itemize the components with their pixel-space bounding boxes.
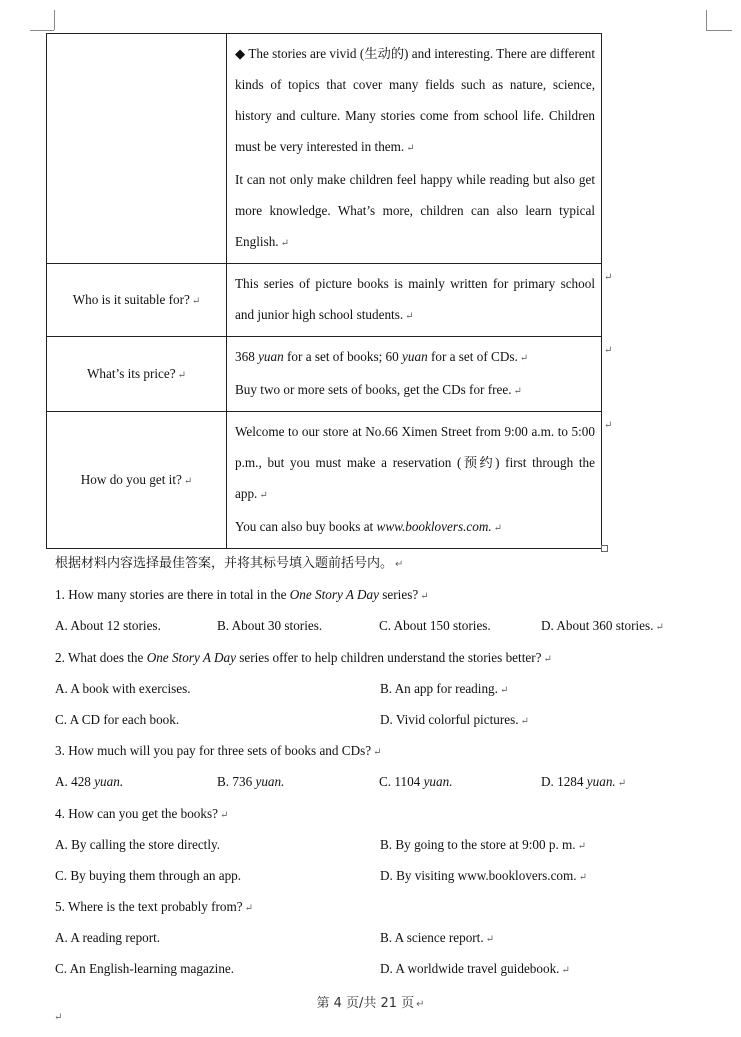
crop-mark-top-left bbox=[54, 10, 55, 30]
question-1: 1. How many stories are there in total in the One Story A Day series? ↵ bbox=[55, 587, 429, 603]
question-2: 2. What does the One Story A Day series offer to help children understand the stories better? ↵ bbox=[55, 649, 552, 665]
row-end-mark: ↵ bbox=[604, 272, 613, 283]
row4-question: How do you get it? ↵ bbox=[47, 412, 227, 549]
option-b: B. A science report. ↵ bbox=[380, 930, 495, 946]
option-d: D. Vivid colorful pictures. ↵ bbox=[380, 711, 529, 727]
option-a: A. About 12 stories. bbox=[55, 618, 161, 634]
option-a: A. A reading report. bbox=[55, 930, 161, 946]
row1-answer bbox=[227, 34, 602, 264]
crop-mark-top-left-h bbox=[30, 30, 54, 31]
question-2-options-cd bbox=[55, 704, 675, 735]
option-b: B. 736 yuan. bbox=[217, 774, 285, 790]
option-c: C. By buying them through an app. bbox=[55, 867, 242, 883]
option-a: A. A book with exercises. bbox=[55, 680, 191, 696]
question-4: 4. How can you get the books? ↵ bbox=[55, 805, 229, 821]
question-3-options bbox=[55, 766, 675, 797]
paragraph-mark: ↵ bbox=[54, 1012, 63, 1023]
info-table bbox=[46, 33, 602, 549]
option-d: D. By visiting www.booklovers.com. ↵ bbox=[380, 867, 587, 883]
row1-question bbox=[47, 34, 227, 264]
instructions: 根据材料内容选择最佳答案，并将其标号填入题前括号内。 ↵ bbox=[55, 556, 404, 571]
row-end-mark: ↵ bbox=[604, 345, 613, 356]
table-row bbox=[47, 337, 602, 412]
question-4-options-ab bbox=[55, 829, 675, 860]
option-d: D. A worldwide travel guidebook. ↵ bbox=[380, 961, 570, 977]
option-c: C. A CD for each book. bbox=[55, 711, 180, 727]
website-link: www.booklovers.com. bbox=[376, 519, 492, 534]
option-a: A. By calling the store directly. bbox=[55, 836, 221, 852]
row3-answer: 368 yuan for a set of books; 60 yuan for a set of CDs. ↵ Buy two or more sets of books, get the CDs for free. ↵ bbox=[227, 337, 602, 412]
question-1-options bbox=[55, 610, 675, 641]
question-2-options-ab bbox=[55, 673, 675, 704]
question-5: 5. Where is the text probably from? ↵ bbox=[55, 899, 254, 915]
option-c: C. 1104 yuan. bbox=[379, 774, 453, 790]
option-b: B. An app for reading. ↵ bbox=[380, 680, 509, 696]
row3-question: What’s its price? ↵ bbox=[47, 337, 227, 412]
row-end-mark: ↵ bbox=[604, 420, 613, 431]
row2-question: Who is it suitable for? ↵ bbox=[47, 264, 227, 337]
crop-mark-top-right-h bbox=[706, 30, 732, 31]
question-5-options-cd bbox=[55, 953, 675, 984]
row4-answer: Welcome to our store at No.66 Ximen Street from 9:00 a.m. to 5:00 p.m., but you must make a reservation (预约) first through the app. ↵ You can also buy books at www.booklovers.com. ↵ bbox=[227, 412, 602, 549]
table-row bbox=[47, 34, 602, 264]
page-footer: 第 4 页/共 21 页 ↵ bbox=[316, 996, 425, 1011]
question-5-options-ab bbox=[55, 922, 675, 953]
option-b: B. By going to the store at 9:00 p. m. ↵ bbox=[380, 836, 586, 852]
option-c: C. About 150 stories. bbox=[379, 618, 491, 634]
row1-para1: ◆ The stories are vivid (生动的) and interesting. There are different kinds of topics that cover many fields such as nature, science, history and culture. Many stories come from school life. Children must be very interested in them. ↵ bbox=[235, 46, 595, 154]
option-c: C. An English-learning magazine. bbox=[55, 961, 235, 977]
bullet-icon: ◆ bbox=[235, 46, 246, 61]
table-row bbox=[47, 264, 602, 337]
row1-para2: It can not only make children feel happy while reading but also get more knowledge. What’s more, children can also learn typical English. ↵ bbox=[235, 172, 595, 249]
crop-mark-top-right bbox=[706, 10, 707, 30]
row2-answer: This series of picture books is mainly written for primary school and junior high school students. ↵ bbox=[227, 264, 602, 337]
option-d: D. 1284 yuan. ↵ bbox=[541, 774, 627, 790]
option-d: D. About 360 stories. ↵ bbox=[541, 618, 664, 634]
question-4-options-cd bbox=[55, 860, 675, 891]
option-a: A. 428 yuan. bbox=[55, 774, 124, 790]
questions-section bbox=[55, 548, 675, 985]
option-b: B. About 30 stories. bbox=[217, 618, 323, 634]
table-row bbox=[47, 412, 602, 549]
question-3: 3. How much will you pay for three sets of books and CDs? ↵ bbox=[55, 743, 382, 759]
